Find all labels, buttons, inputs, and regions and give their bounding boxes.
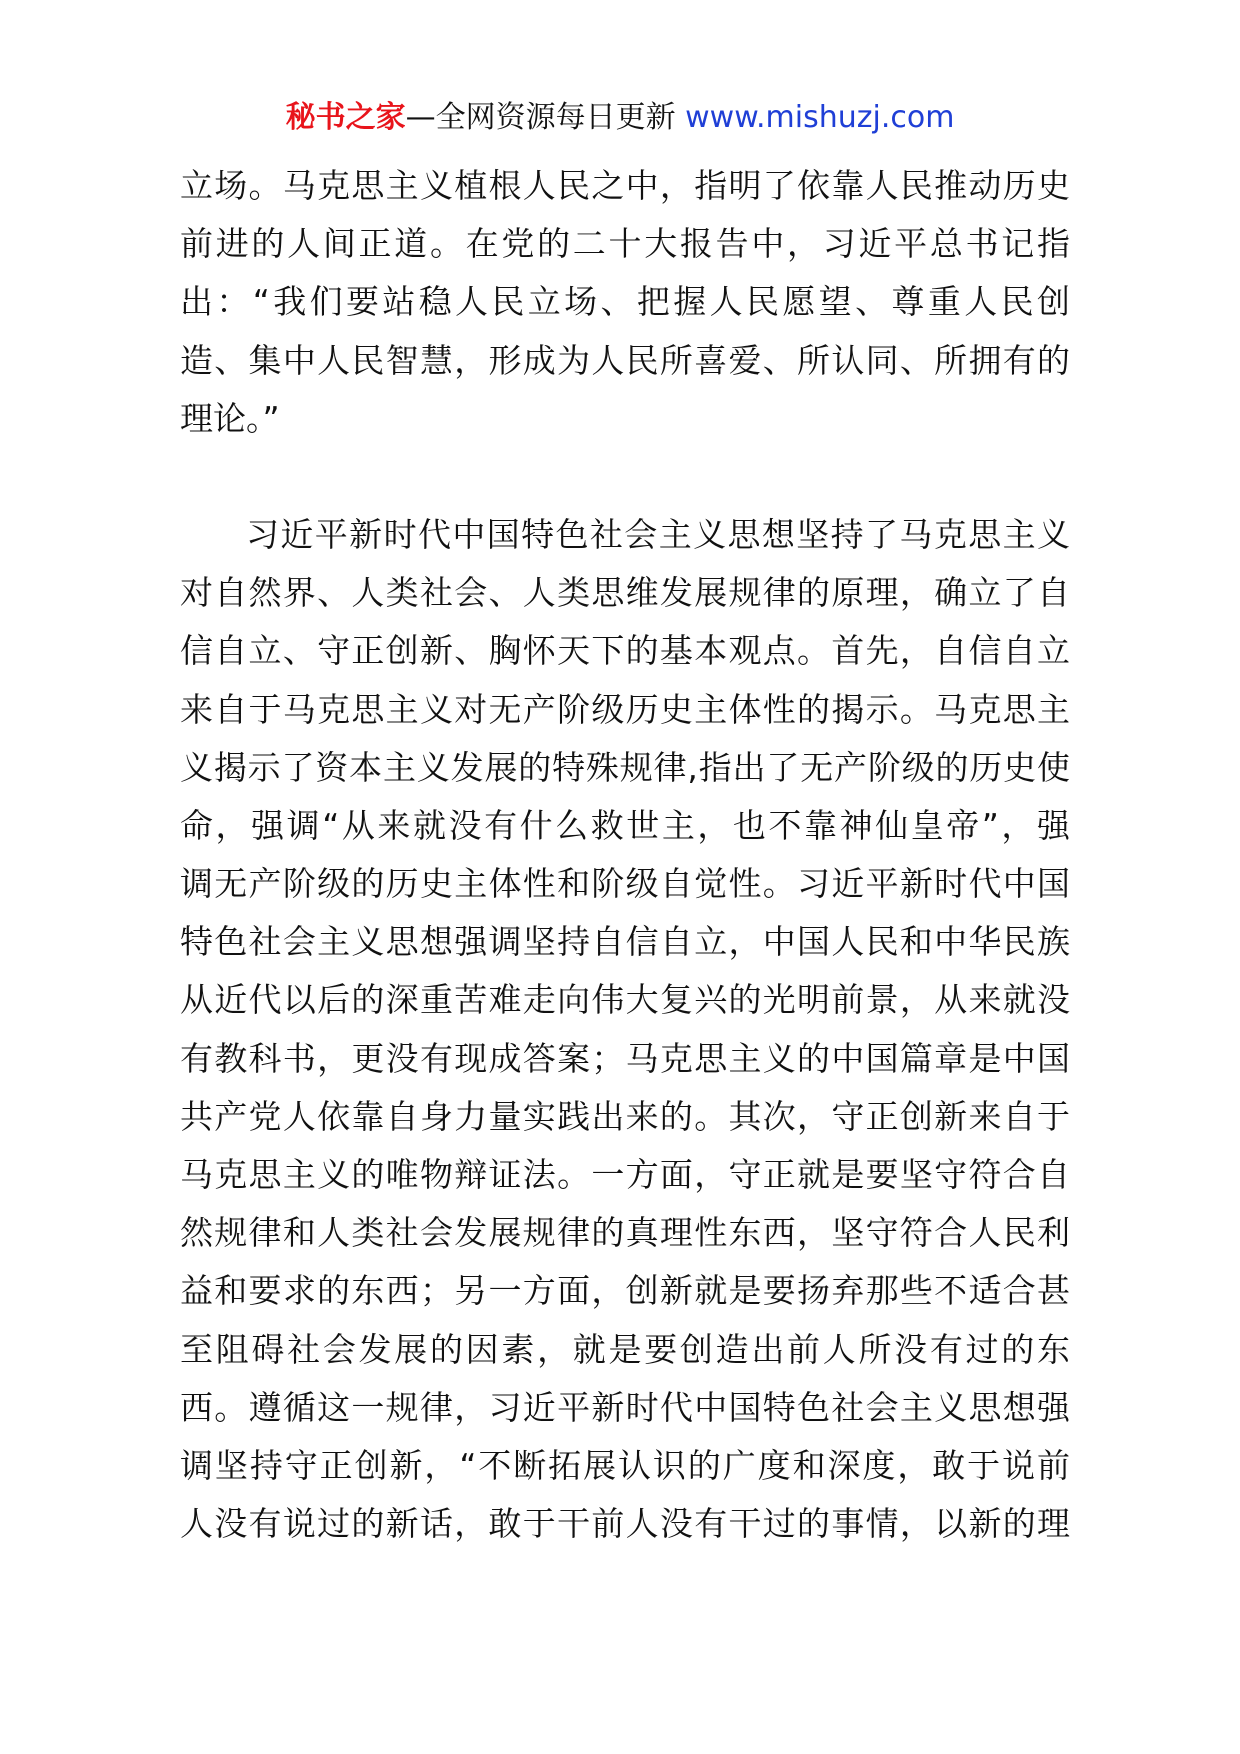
text-line: 前进的人间正道。在党的二十大报告中，习近平总书记指 bbox=[180, 224, 1070, 264]
text-line: 立场。马克思主义植根人民之中，指明了依靠人民推动历史 bbox=[180, 166, 1070, 205]
text-line: 信自立、守正创新、胸怀天下的基本观点。首先，自信自立 bbox=[180, 631, 1070, 671]
site-slogan: —全网资源每日更新 bbox=[405, 100, 676, 135]
text-line: 共产党人依靠自身力量实践出来的。其次，守正创新来自于 bbox=[180, 1096, 1070, 1136]
text-line: 有教科书，更没有现成答案；马克思主义的中国篇章是中国 bbox=[180, 1038, 1070, 1078]
text-line: 至阻碍社会发展的因素，就是要创造出前人所没有过的东 bbox=[180, 1329, 1070, 1369]
text-line: 然规律和人类社会发展规律的真理性东西，坚守符合人民利 bbox=[180, 1213, 1070, 1253]
text-line: 造、集中人民智慧，形成为人民所喜爱、所认同、所拥有的 bbox=[180, 340, 1070, 380]
text-line: 人没有说过的新话，敢于干前人没有干过的事情，以新的理 bbox=[180, 1504, 1070, 1544]
site-brand: 秘书之家 bbox=[285, 100, 406, 135]
text-line: 西。遵循这一规律，习近平新时代中国特色社会主义思想强 bbox=[180, 1387, 1070, 1427]
paragraph-2 bbox=[180, 506, 1070, 1553]
text-line: 调坚持守正创新，“不断拓展认识的广度和深度，敢于说前 bbox=[180, 1445, 1070, 1485]
text-line: 对自然界、人类社会、人类思维发展规律的原理，确立了自 bbox=[180, 573, 1070, 613]
text-line: 义揭示了资本主义发展的特殊规律,指出了无产阶级的历史使 bbox=[180, 747, 1070, 787]
text-line: 出：“我们要站稳人民立场、把握人民愿望、尊重人民创 bbox=[180, 282, 1070, 322]
text-line: 从近代以后的深重苦难走向伟大复兴的光明前景，从来就没 bbox=[180, 980, 1070, 1020]
paragraph-gap bbox=[180, 448, 1070, 506]
site-url-link[interactable]: www.mishuzj.com bbox=[685, 100, 955, 135]
text-line: 马克思主义的唯物辩证法。一方面，守正就是要坚守符合自 bbox=[180, 1155, 1070, 1194]
text-line: 习近平新时代中国特色社会主义思想坚持了马克思主义 bbox=[246, 514, 1070, 554]
text-line: 来自于马克思主义对无产阶级历史主体性的揭示。马克思主 bbox=[180, 689, 1070, 729]
text-line: 命，强调“从来就没有什么救世主，也不靠神仙皇帝”，强 bbox=[180, 805, 1070, 845]
text-line: 益和要求的东西；另一方面，创新就是要扬弃那些不适合甚 bbox=[180, 1271, 1070, 1311]
site-header bbox=[0, 98, 1240, 138]
text-line: 调无产阶级的历史主体性和阶级自觉性。习近平新时代中国 bbox=[180, 864, 1070, 904]
text-line: 理论。” bbox=[180, 398, 280, 438]
document-body bbox=[180, 157, 1070, 1553]
text-line: 特色社会主义思想强调坚持自信自立，中国人民和中华民族 bbox=[180, 922, 1070, 962]
paragraph-1 bbox=[180, 157, 1070, 448]
